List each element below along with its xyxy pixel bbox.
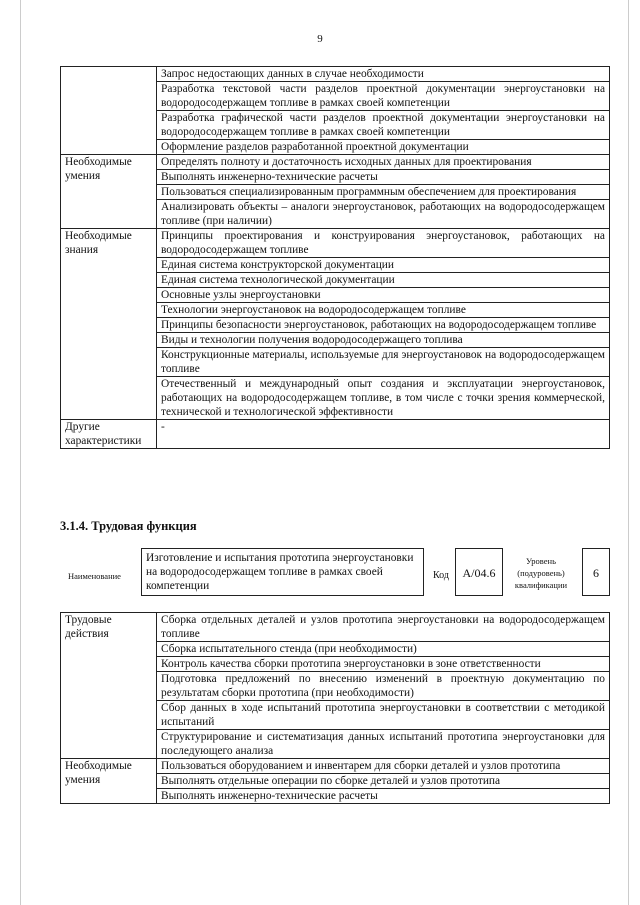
table-row: [61, 759, 610, 774]
function-level: 6: [582, 548, 610, 596]
table-cell: Пользоваться специализированным программным обеспечением для проектирования: [157, 185, 610, 200]
table-cell: Сборка испытательного стенда (при необходимости): [157, 642, 610, 657]
table-cell: Разработка графической части разделов проектной документации энергоустановки на водородосодержащем топливе в рамках своей компетенции: [157, 111, 610, 140]
row-group-label: Другие характеристики: [61, 420, 157, 449]
table-cell: Подготовка предложений по внесению изменений в проектную документацию по результатам сборки прототипа (при необходимости): [157, 672, 610, 701]
table-cell: Запрос недостающих данных в случае необходимости: [157, 67, 610, 82]
table-row: [61, 229, 610, 258]
table-cell: Сборка отдельных деталей и узлов прототипа энергоустановки на водородосодержащем топливе: [157, 613, 610, 642]
row-group-label: Необходимые умения: [61, 155, 157, 229]
table-cell: Принципы безопасности энергоустановок, работающих на водородосодержащем топливе: [157, 318, 610, 333]
function-code: А/04.6: [455, 548, 503, 596]
function-name: Изготовление и испытания прототипа энергоустановки на водородосодержащем топливе в рамках своей компетенции: [141, 548, 424, 596]
row-group-label: [61, 67, 157, 155]
table-cell: Единая система конструкторской документации: [157, 258, 610, 273]
table-cell: Конструкционные материалы, используемые для энергоустановок на водородосодержащем топливе: [157, 348, 610, 377]
table-cell: Основные узлы энергоустановки: [157, 288, 610, 303]
table-cell: Выполнять инженерно-технические расчеты: [157, 170, 610, 185]
scan-edge-left: [20, 0, 21, 905]
page-number: 9: [317, 33, 323, 45]
table-cell: Контроль качества сборки прототипа энергоустановки в зоне ответственности: [157, 657, 610, 672]
function-name-label: Наименование: [68, 571, 121, 581]
table-cell: Виды и технологии получения водородосодержащего топлива: [157, 333, 610, 348]
scan-edge-right: [628, 0, 629, 905]
row-group-label: Необходимые умения: [61, 759, 157, 804]
table-row: [61, 613, 610, 642]
table-row: [61, 155, 610, 170]
table-cell: Единая система технологической документации: [157, 273, 610, 288]
table-cell: -: [157, 420, 610, 449]
qualification-table-1: [60, 66, 610, 449]
table-cell: Отечественный и международный опыт создания и эксплуатации энергоустановок, работающих на водородосодержащем топливе, в том числе с точки зрения коммерческой, технической и технологической эффективности: [157, 377, 610, 420]
table-cell: Пользоваться оборудованием и инвентарем для сборки деталей и узлов прототипа: [157, 759, 610, 774]
function-code-label: Код: [433, 570, 449, 581]
table-cell: Оформление разделов разработанной проектной документации: [157, 140, 610, 155]
table-cell: Анализировать объекты – аналоги энергоустановок, работающих на водородосодержащем топливе (при наличии): [157, 200, 610, 229]
table-cell: Разработка текстовой части разделов проектной документации энергоустановки на водородосодержащем топливе в рамках своей компетенции: [157, 82, 610, 111]
table-cell: Технологии энергоустановок на водородосодержащем топливе: [157, 303, 610, 318]
qualification-table-2: [60, 612, 610, 804]
table-cell: Принципы проектирования и конструирования энергоустановок, работающих на водородосодержащем топливе: [157, 229, 610, 258]
table-row: [61, 67, 610, 82]
table-cell: Выполнять инженерно-технические расчеты: [157, 789, 610, 804]
section-heading: 3.1.4. Трудовая функция: [60, 519, 197, 533]
function-level-label: Уровень (подуровень) квалификации: [514, 556, 568, 590]
table-cell: Сбор данных в ходе испытаний прототипа энергоустановки в соответствии с методикой испытаний: [157, 701, 610, 730]
table-cell: Структурирование и систематизация данных испытаний прототипа энергоустановки для последующего анализа: [157, 730, 610, 759]
table-row: [61, 420, 610, 449]
table-cell: Выполнять отдельные операции по сборке деталей и узлов прототипа: [157, 774, 610, 789]
table-cell: Определять полноту и достаточность исходных данных для проектирования: [157, 155, 610, 170]
row-group-label: Необходимые знания: [61, 229, 157, 420]
row-group-label: Трудовые действия: [61, 613, 157, 759]
